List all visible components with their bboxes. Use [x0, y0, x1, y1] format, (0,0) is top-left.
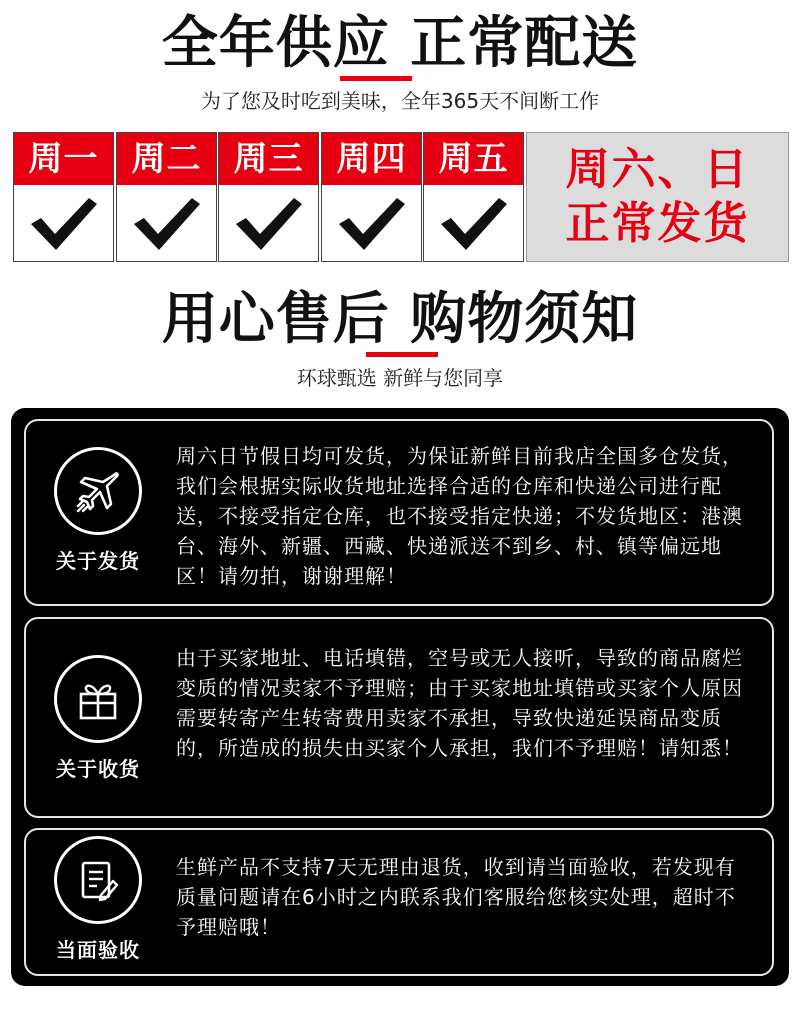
day-cell-friday [423, 132, 524, 262]
checkmark-icon [322, 185, 421, 261]
checkmark-icon [219, 185, 318, 261]
document-edit-icon [54, 836, 142, 924]
weekend-cell [526, 132, 789, 262]
notice-panel [11, 408, 789, 986]
notice-badge [42, 655, 154, 783]
day-cell-wednesday [218, 132, 319, 262]
notice-label: 关于发货 [56, 549, 140, 573]
day-label: 周一 [14, 133, 113, 185]
title-underline [366, 352, 438, 357]
checkmark-icon [14, 185, 113, 261]
weekend-status-label: 正常发货 [565, 198, 750, 249]
notice-text: 周六日节假日均可发货，为保证新鲜目前我店全国多仓发货，我们会根据实际收货地址选择合适的仓库和快递公司进行配送，不接受指定仓库，也不接受指定快递；不发货地区：港澳台、海外、新疆、西藏、快递派送不到乡、村、镇等偏远地区！请勿拍，谢谢理解！ [176, 444, 743, 588]
airplane-icon [54, 447, 142, 535]
delivery-schedule [13, 132, 789, 262]
checkmark-icon [424, 185, 523, 261]
notice-card-inspection [24, 828, 774, 976]
gift-icon [54, 655, 142, 743]
notice-card-receiving [24, 617, 774, 818]
weekend-days-label: 周六、日 [565, 144, 750, 195]
notice-text: 生鲜产品不支持7天无理由退货，收到请当面验收，若发现有质量问题请在6小时之内联系我们客服给您核实处理，超时不予理赔哦！ [176, 855, 736, 939]
notice-text: 由于买家地址、电话填错，空号或无人接听，导致的商品腐烂变质的情况卖家不予理赔；由于买家地址填错或买家个人原因需要转寄产生转寄费用卖家不承担，导致快递延误商品变质的，所造成的损失由买家个人承担，我们不予理赔！请知悉！ [176, 646, 743, 760]
delivery-title: 全年供应 正常配送 [161, 11, 639, 76]
day-label: 周三 [219, 133, 318, 185]
day-cell-thursday [321, 132, 422, 262]
delivery-subtitle: 为了您及时吃到美味，全年365天不间断工作 [200, 89, 600, 113]
day-label: 周二 [117, 133, 216, 185]
day-label: 周四 [322, 133, 421, 185]
notice-label: 当面验收 [56, 938, 140, 962]
notice-badge [42, 447, 154, 575]
day-label: 周五 [424, 133, 523, 185]
notice-card-shipping [24, 419, 774, 606]
after-sales-title: 用心售后 购物须知 [161, 287, 639, 352]
day-cell-tuesday [116, 132, 217, 262]
day-cell-monday [13, 132, 114, 262]
checkmark-icon [117, 185, 216, 261]
title-underline [340, 76, 412, 81]
notice-label: 关于收货 [56, 757, 140, 781]
notice-badge [42, 836, 154, 964]
after-sales-subtitle: 环球甄选 新鲜与您同享 [296, 366, 504, 390]
